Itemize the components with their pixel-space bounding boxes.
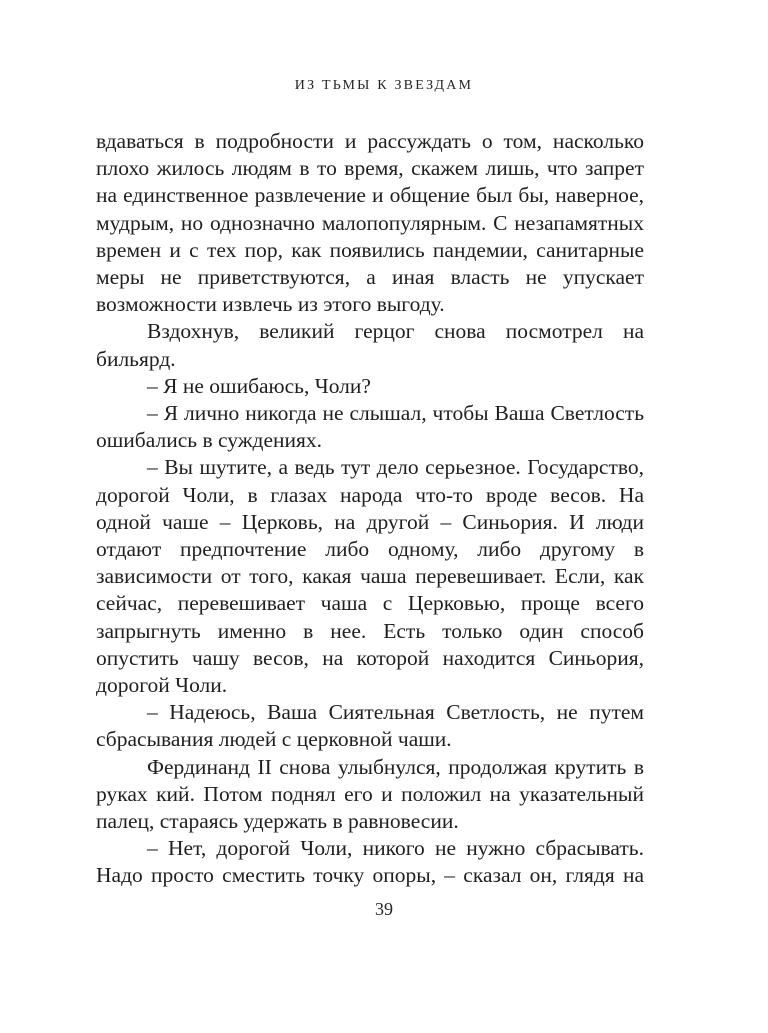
paragraph-2: Вздохнув, великий герцог снова посмотрел на бильярд. — [96, 319, 644, 371]
running-head: ИЗ ТЬМЫ К ЗВЕЗДАМ — [294, 78, 474, 93]
paragraph-1: вдаваться в подробности и рассуждать о том, насколько плохо жилось людям в то время, скажем лишь, что запрет на единственное развлечение и общение был бы, наверное, мудрым, но однозначно малопопулярным. С незапамятных времен и с тех пор, как появились пандемии, санитарные меры не приветствуются, а иная власть не упускает возможности извлечь из этого выгоду. — [96, 129, 644, 317]
paragraph-5: – Вы шутите, а ведь тут дело серьезное. Государство, дорогой Чоли, в глазах народа что-то вроде весов. На одной чаше – Церковь, на другой – Синьория. И люди отдают предпочтение либо одному, либо другому в зависимости от того, какая чаша перевешивает. Если, как сейчас, перевешивает чаша с Церковью, проще всего запрыгнуть именно в нее. Есть только один способ опустить чашу весов, на которой находится Синьория, дорогой Чоли. — [96, 455, 644, 698]
paragraph-3: – Я не ошибаюсь, Чоли? — [147, 373, 371, 398]
body-text — [96, 128, 644, 890]
paragraph-4: – Я лично никогда не слышал, чтобы Ваша Светлость ошибались в суждениях. — [96, 401, 644, 453]
paragraph-6: – Надеюсь, Ваша Сиятельная Светлость, не путем сбрасывания людей с церковной чаши. — [96, 700, 644, 752]
page-number: 39 — [375, 899, 393, 919]
paragraph-8: – Нет, дорогой Чоли, никого не нужно сбрасывать. Надо просто сместить точку опоры, – сказал он, глядя на — [96, 836, 644, 888]
paragraph-7: Фердинанд II снова улыбнулся, продолжая крутить в руках кий. Потом поднял его и положил на указательный палец, стараясь удержать в равновесии. — [96, 754, 644, 834]
